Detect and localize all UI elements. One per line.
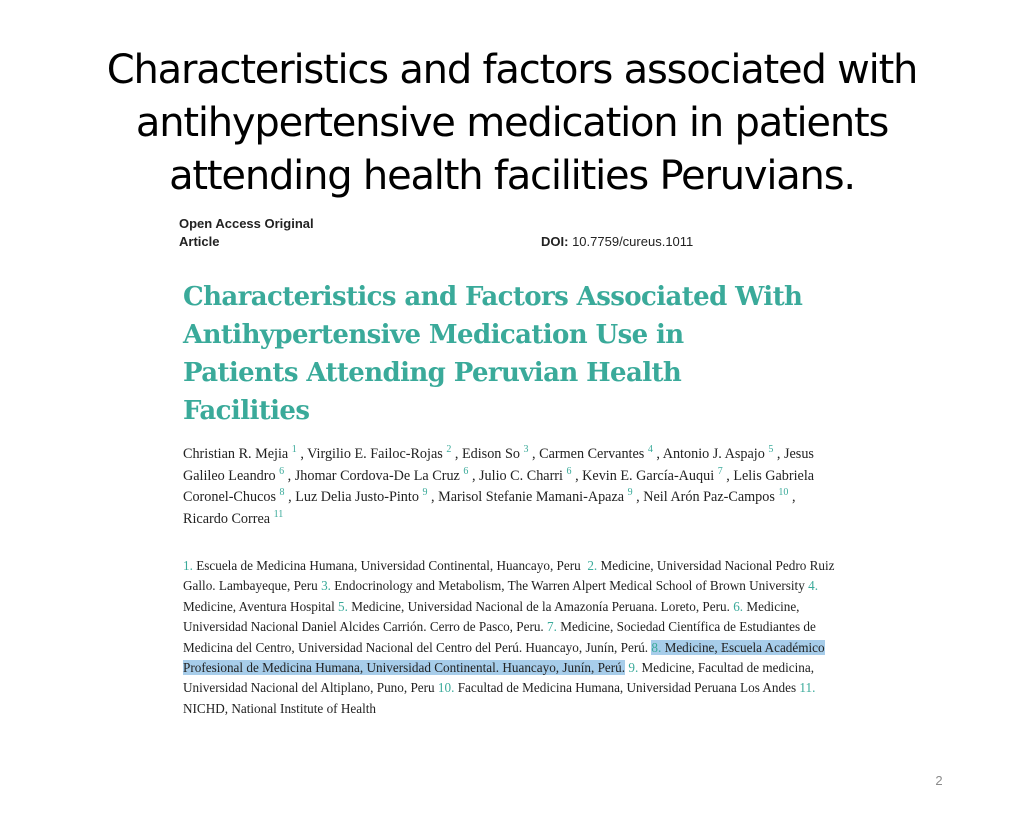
slide-title-line: attending health facilities Peruvians. bbox=[169, 153, 855, 199]
paper-title-line: Facilities bbox=[183, 396, 310, 426]
author-affiliation-number: 6 bbox=[279, 465, 285, 477]
affiliation-item bbox=[438, 680, 796, 695]
author-name: Luz Delia Justo-Pinto bbox=[295, 489, 419, 505]
affiliation-number: 9. bbox=[628, 660, 639, 676]
slide-title bbox=[40, 44, 984, 203]
affiliation-list bbox=[183, 556, 849, 719]
author-affiliation-number: 3 bbox=[523, 444, 529, 455]
affiliation-item bbox=[338, 599, 730, 614]
affiliation-number: 7. bbox=[547, 619, 557, 635]
author-affiliation-number: 4 bbox=[647, 444, 653, 455]
author-name: Carmen Cervantes bbox=[539, 446, 645, 462]
paper-title bbox=[183, 278, 863, 430]
author-affiliation-number: 1 bbox=[291, 444, 297, 455]
affiliation-text: Medicine, Universidad Nacional Daniel Alcides Carrión. Cerro de Pasco, Peru. bbox=[183, 598, 800, 635]
slide-title-line: antihypertensive medication in patients bbox=[135, 100, 889, 146]
affiliation-number: 6. bbox=[733, 598, 744, 614]
affiliation-text: Medicine, Universidad Nacional Pedro Ruiz Gallo. Lambayeque, Peru bbox=[183, 558, 835, 594]
author-name: Christian R. Mejia bbox=[183, 446, 289, 462]
author-affiliation-number: 7 bbox=[717, 465, 723, 477]
author-affiliation-number: 5 bbox=[768, 444, 774, 455]
affiliation-item bbox=[321, 578, 805, 593]
affiliation-text: Medicine, Facultad de medicina, Universidad Nacional del Altiplano, Puno, Peru bbox=[183, 660, 815, 696]
author-name: Antonio J. Aspajo bbox=[662, 446, 765, 462]
affiliation-text: Medicine, Escuela Académico Profesional de Medicina Humana, Universidad Continental. Huancayo, Junín, Perú. bbox=[183, 639, 825, 676]
author-name: Lelis Gabriela Coronel-Chucos bbox=[183, 467, 815, 505]
affiliation-number: 3. bbox=[321, 578, 331, 594]
doi-value: 10.7759/cureus.1011 bbox=[572, 234, 694, 249]
author-name: Virgilio E. Failoc-Rojas bbox=[307, 446, 443, 462]
paper-title-line: Patients Attending Peruvian Health bbox=[183, 358, 682, 388]
affiliation-number: 11. bbox=[799, 680, 816, 696]
author-affiliation-number: 10 bbox=[778, 487, 789, 498]
author-affiliation-number: 2 bbox=[446, 444, 452, 455]
author-name: Kevin E. García-Auqui bbox=[582, 467, 715, 484]
affiliation-text: Facultad de Medicina Humana, Universidad Peruana Los Andes bbox=[457, 680, 797, 696]
author-affiliation-number: 11 bbox=[273, 508, 284, 520]
author-name: Neil Arón Paz-Campos bbox=[643, 489, 775, 505]
affiliation-text: NICHD, National Institute of Health bbox=[183, 700, 377, 716]
author-affiliation-number: 6 bbox=[463, 465, 469, 477]
article-type bbox=[179, 215, 314, 251]
author-list: Christian R. Mejia $^1$ , Virgilio E. Failoc-Rojas $^2$ , Edison So $^3$ , Carmen Cervantes $^4$ , Antonio J. Aspajo $^5$ , Jesus Galileo Leandro $^6$ , Jhomar Cordova-De La Cruz $^6$ , Julio C. Charri $^6$ , Kevin E. García-Auqui $^7$ , Lelis Gabriela Coronel-Chucos $^8$ , Luz Delia Justo-Pinto $^9$ , Marisol Stefanie Mamani-Apaza $^9$ , Neil Arón Paz-Campos $^{10}$ , Ricardo Correa $^{11}$ bbox=[183, 444, 815, 527]
affiliation-item bbox=[183, 558, 581, 573]
affiliation-number: 2. bbox=[587, 558, 598, 573]
affiliation-text: Medicine, Aventura Hospital bbox=[183, 598, 335, 614]
doi-label: DOI: bbox=[541, 234, 569, 249]
affiliation-number: 1. bbox=[183, 558, 193, 573]
author-name: Marisol Stefanie Mamani-Apaza bbox=[438, 489, 625, 505]
affiliation-number: 10. bbox=[437, 680, 455, 696]
author-name: Jesus Galileo Leandro bbox=[183, 446, 814, 484]
article-type-line: Article bbox=[179, 234, 220, 249]
affiliation-number: 4. bbox=[808, 578, 818, 594]
author-affiliation-number: 6 bbox=[566, 465, 572, 477]
affiliation-text: Medicine, Universidad Nacional de la Amazonía Peruana. Loreto, Peru. bbox=[351, 598, 730, 614]
affiliation-text: Medicine, Sociedad Científica de Estudiantes de Medicina del Centro, Universidad Nacional del Centro del Perú. Huancayo, Junín, Perú. bbox=[183, 619, 816, 655]
affiliation-number: 8. bbox=[651, 639, 662, 655]
author-affiliation-number: 8 bbox=[279, 487, 285, 498]
page-number: 2 bbox=[935, 773, 943, 788]
author-name: Edison So bbox=[461, 446, 520, 462]
affiliation-text: Escuela de Medicina Humana, Universidad Continental, Huancayo, Peru bbox=[196, 558, 581, 573]
author-affiliation-number: 9 bbox=[627, 487, 633, 498]
affiliation-text: Endocrinology and Metabolism, The Warren Alpert Medical School of Brown University bbox=[334, 578, 805, 594]
article-type-line: Open Access Original bbox=[179, 216, 314, 231]
author-name: Julio C. Charri bbox=[479, 467, 563, 484]
author-affiliation-number: 9 bbox=[422, 487, 428, 498]
author-name: Ricardo Correa bbox=[183, 510, 271, 527]
paper-title-line: Antihypertensive Medication Use in bbox=[183, 320, 684, 350]
affiliation-number: 5. bbox=[338, 598, 348, 614]
author-name: Jhomar Cordova-De La Cruz bbox=[294, 467, 460, 484]
paper-title-line: Characteristics and Factors Associated With bbox=[183, 282, 803, 312]
slide-title-line: Characteristics and factors associated with bbox=[106, 47, 918, 93]
doi bbox=[541, 233, 693, 251]
